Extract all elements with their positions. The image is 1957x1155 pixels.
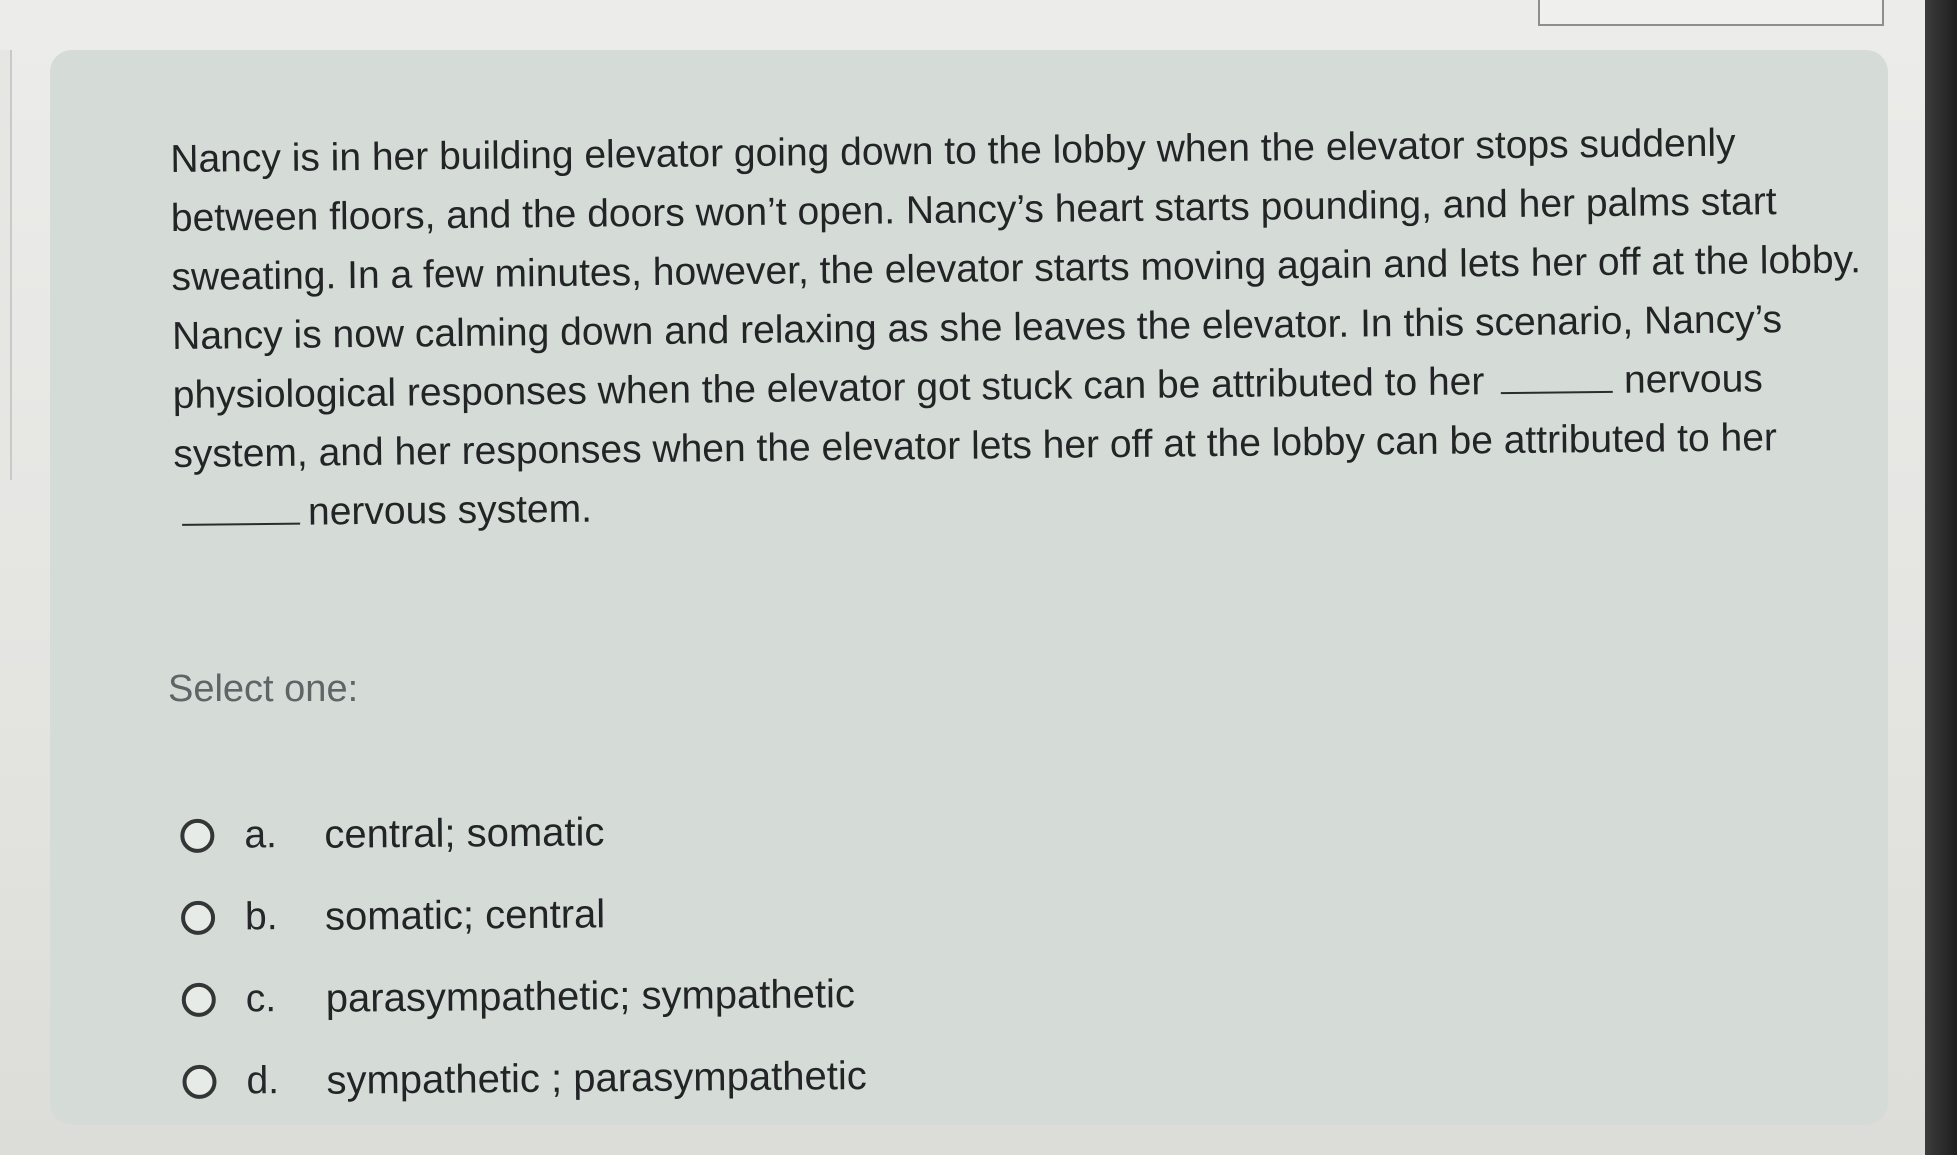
screen-bezel <box>1925 0 1957 1155</box>
option-label[interactable]: somatic; central <box>324 891 606 939</box>
radio-button-d[interactable] <box>182 1065 216 1099</box>
option-b[interactable] <box>181 871 866 959</box>
option-label[interactable]: sympathetic ; parasympathetic <box>326 1053 867 1103</box>
radio-button-a[interactable] <box>180 819 214 853</box>
option-a[interactable] <box>180 789 865 877</box>
radio-button-c[interactable] <box>182 983 216 1017</box>
option-label[interactable]: central; somatic <box>324 809 605 857</box>
top-frame-box <box>1538 0 1884 26</box>
option-c[interactable] <box>181 953 866 1041</box>
option-d[interactable] <box>182 1035 867 1123</box>
radio-button-b[interactable] <box>181 901 215 935</box>
question-text-part1: Nancy is in her building elevator going down to the lobby when the elevator stops suddenly between floors, and the doors won’t open. Nancy’s heart starts pounding, and her palms start sweating. In a few minutes, however, the elevator starts moving again and lets her off at the lobby. Nancy is now calming down and relaxing as she leaves the elevator. In this scenario, Nancy’s physiological responses when the elevator got stuck can be attributed to her <box>170 121 1862 417</box>
left-edge-panel <box>0 50 12 480</box>
answer-options <box>180 789 867 1123</box>
option-letter: d. <box>246 1059 280 1103</box>
option-letter: b. <box>244 895 278 939</box>
option-letter: c. <box>245 977 277 1021</box>
option-letter: a. <box>244 813 278 857</box>
question-text <box>170 112 1874 543</box>
question-text-part3: nervous system. <box>307 487 593 534</box>
select-one-prompt: Select one: <box>168 668 359 710</box>
question-card <box>50 50 1888 1125</box>
answer-blank-2 <box>182 522 300 526</box>
option-label[interactable]: parasympathetic; sympathetic <box>325 971 856 1021</box>
question-text-part2: nervous system, and her responses when the elevator lets her off at the lobby can be attributed to her <box>173 357 1778 476</box>
answer-blank-1 <box>1501 390 1613 394</box>
